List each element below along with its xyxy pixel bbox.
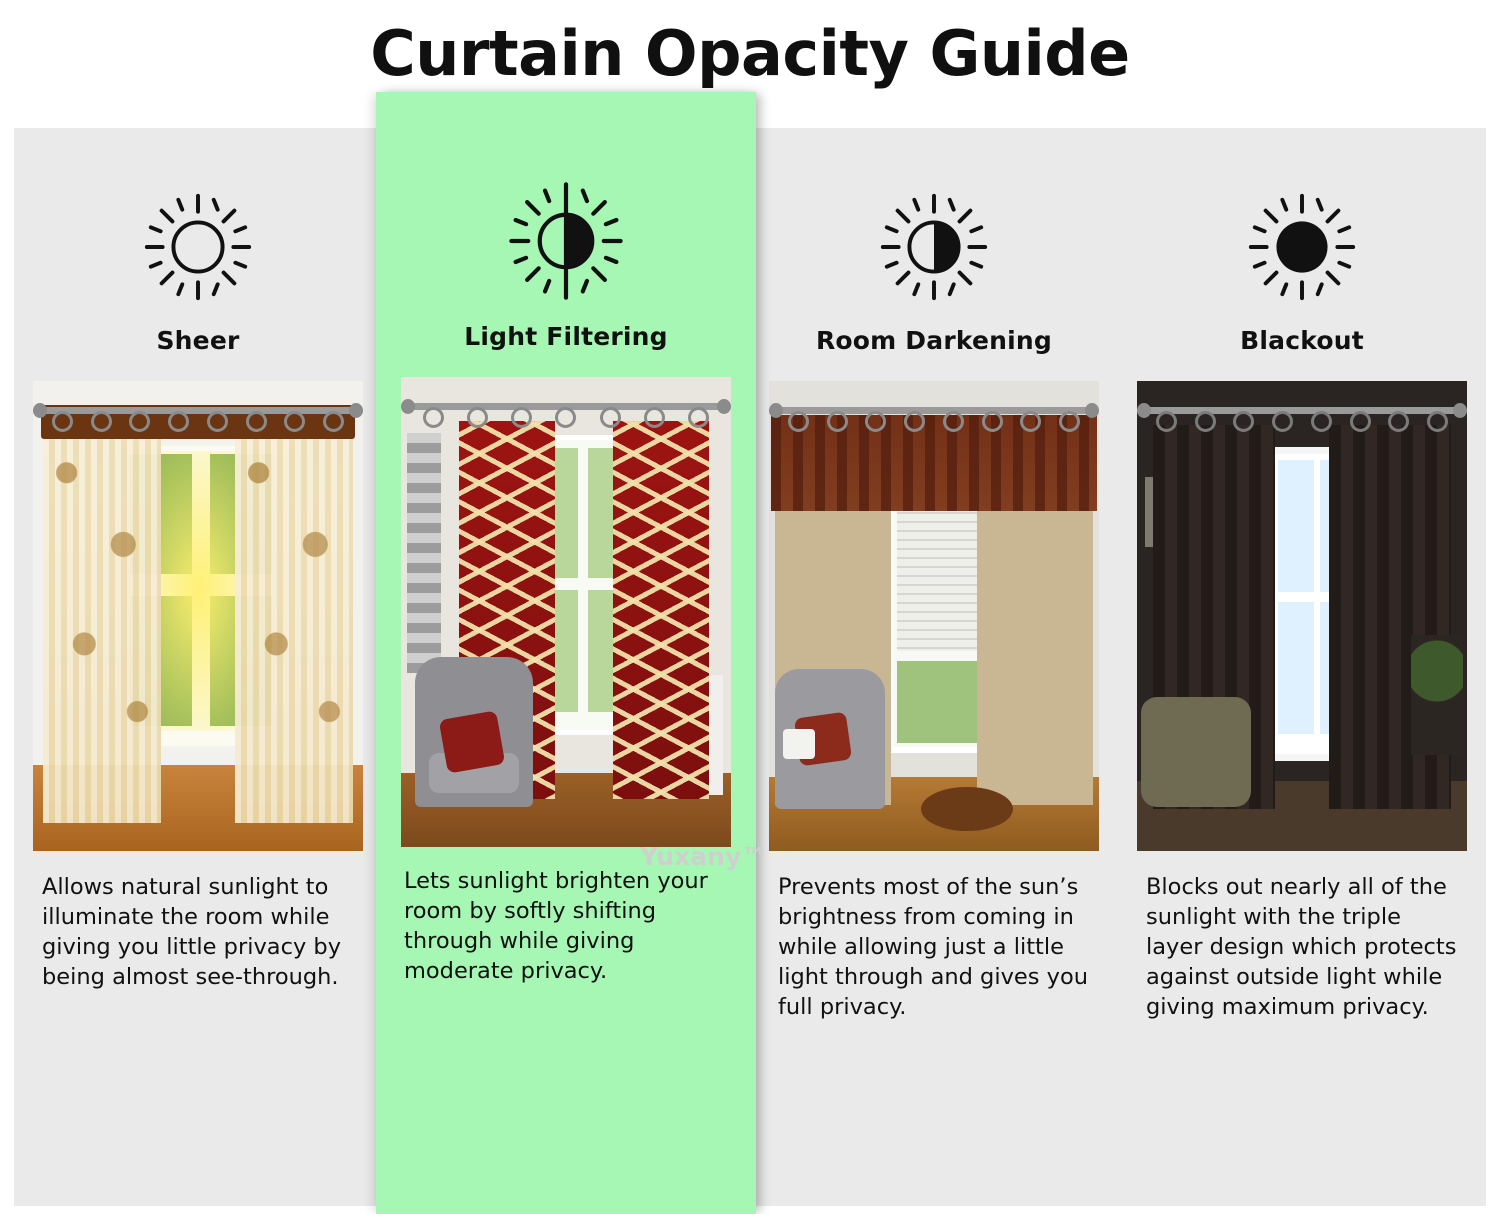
sun-filled-icon [1118,128,1486,324]
comparison-board [14,128,1486,1206]
description-sheer: Allows natural sunlight to illuminate the room while giving you little privacy by being almost see-through. [42,874,342,990]
description-light-filtering: Lets sunlight brighten your room by softly shifting through while giving moderate privacy. [404,868,708,984]
sun-half-outline-icon [376,92,756,320]
category-label-sheer: Sheer [156,326,240,355]
category-label-room-darkening: Room Darkening [815,326,1053,355]
page-title: Curtain Opacity Guide [370,17,1130,90]
description-blackout: Blocks out nearly all of the sunlight with the triple layer design which protects against outside light while giving maximum privacy. [1146,874,1457,1020]
columns-container [14,128,1486,1206]
description-room-darkening: Prevents most of the sun’s brightness from coming in while allowing just a little light through and gives you full privacy. [778,874,1088,1020]
sun-half-filled-icon [750,128,1118,324]
category-label-blackout: Blackout [1240,326,1364,355]
photo-blackout [1137,381,1467,851]
watermark: Yuxany™ [640,842,767,871]
sun-outline-icon [14,128,382,324]
photo-light-filtering [401,377,731,847]
category-label-light-filtering: Light Filtering [464,322,668,351]
photo-room-darkening [769,381,1099,851]
column-room-darkening[interactable] [750,128,1118,1206]
column-sheer[interactable] [14,128,382,1206]
column-blackout[interactable] [1118,128,1486,1206]
column-light-filtering[interactable] [382,128,750,1206]
photo-sheer [33,381,363,851]
